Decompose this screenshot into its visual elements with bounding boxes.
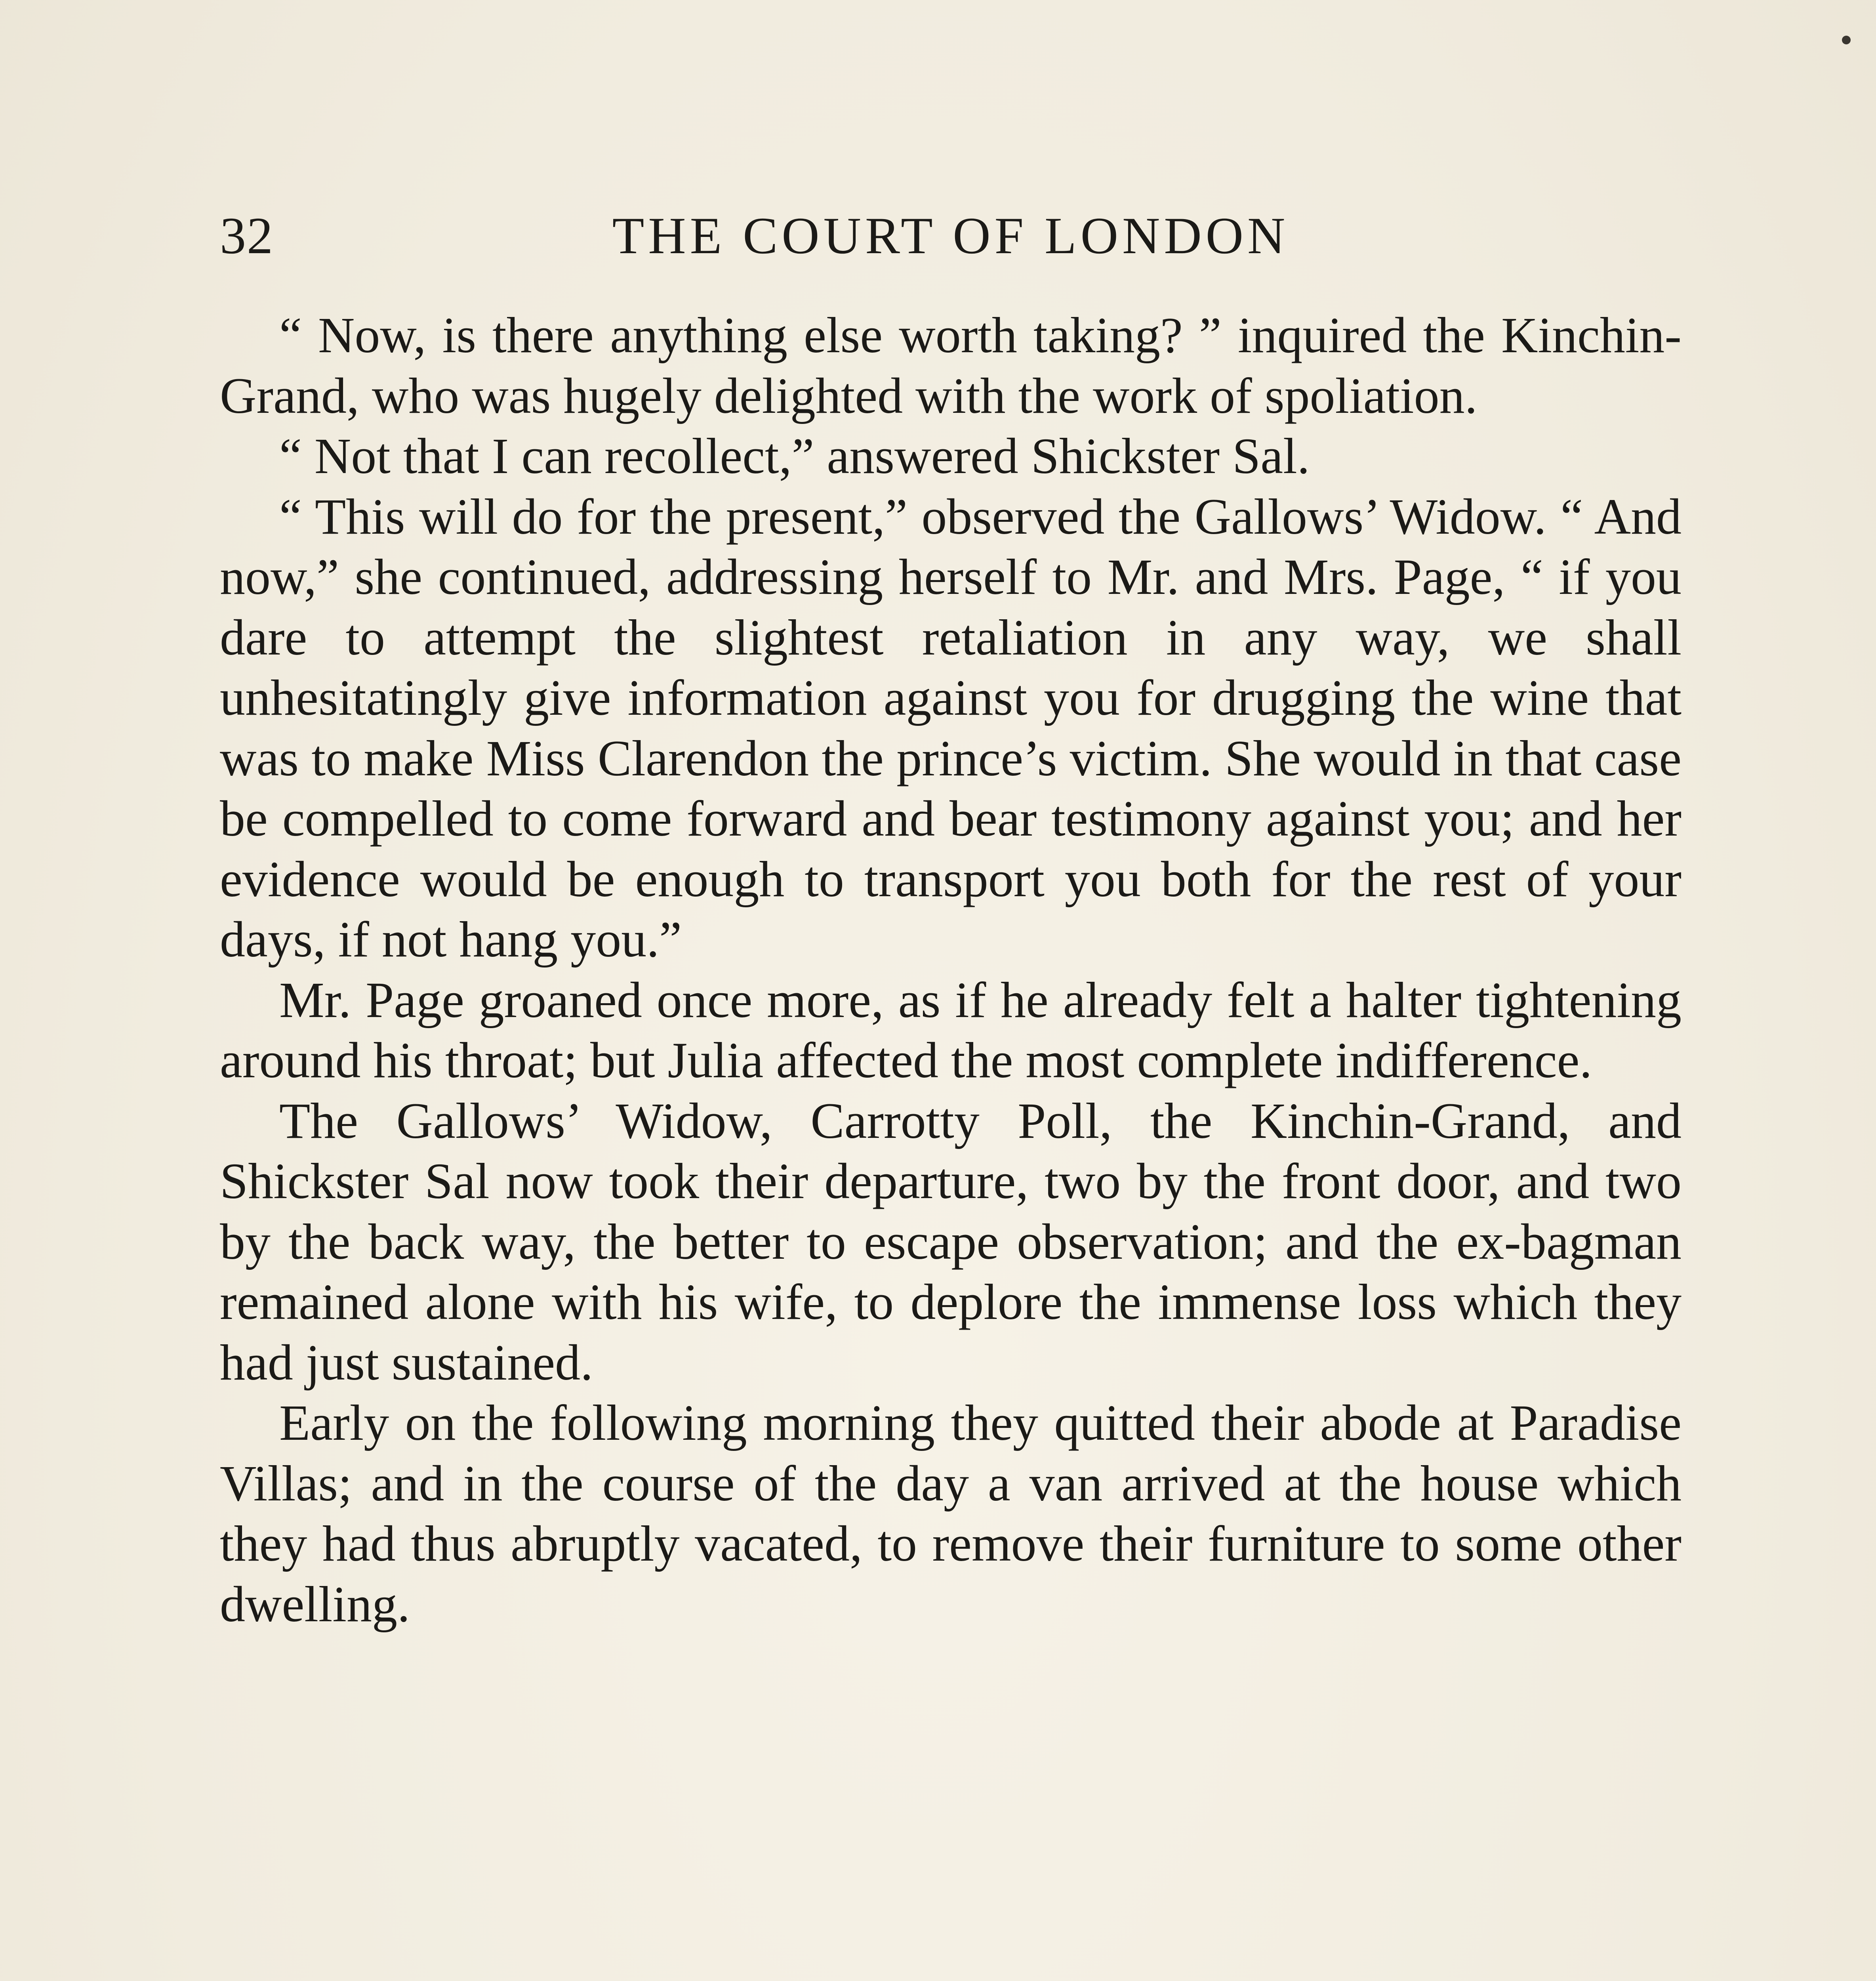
body-text bbox=[220, 305, 1682, 1634]
page-header bbox=[220, 200, 1682, 271]
paragraph: “ This will do for the present,” observed the Gallows’ Widow. “ And now,” she continued, addressing herself to Mr. and Mrs. Page, “ if you dare to attempt the slightest retaliation in any way, we shall unhesitatingly give information against you for drugging the wine that was to make Miss Clarendon the prince’s victim. She would in that case be compelled to come forward and bear testimony against you; and her evidence would be enough to transport you both for the rest of your days, if not hang you.” bbox=[220, 488, 1682, 968]
page-number: 32 bbox=[220, 206, 274, 265]
paragraph: Mr. Page groaned once more, as if he already felt a halter tightening around his throat; but Julia affected the most complete indifference. bbox=[220, 971, 1682, 1088]
paragraph: “ Not that I can recollect,” answered Shickster Sal. bbox=[279, 428, 1310, 484]
paper-speck bbox=[1842, 36, 1851, 44]
running-head: THE COURT OF LONDON bbox=[612, 206, 1289, 265]
paragraph: Early on the following morning they quitted their abode at Paradise Villas; and in the course of the day a van arrived at the house which they had thus abruptly vacated, to remove their furniture to some other dwelling. bbox=[220, 1395, 1682, 1632]
paragraph: “ Now, is there anything else worth taking? ” inquired the Kinchin-Grand, who was hugely delighted with the work of spoliation. bbox=[220, 307, 1682, 424]
paragraph: The Gallows’ Widow, Carrotty Poll, the Kinchin-Grand, and Shickster Sal now took their departure, two by the front door, and two by the back way, the better to escape observation; and the ex-bagman remained alone with his wife, to deplore the immense loss which they had just sustained. bbox=[220, 1092, 1682, 1391]
